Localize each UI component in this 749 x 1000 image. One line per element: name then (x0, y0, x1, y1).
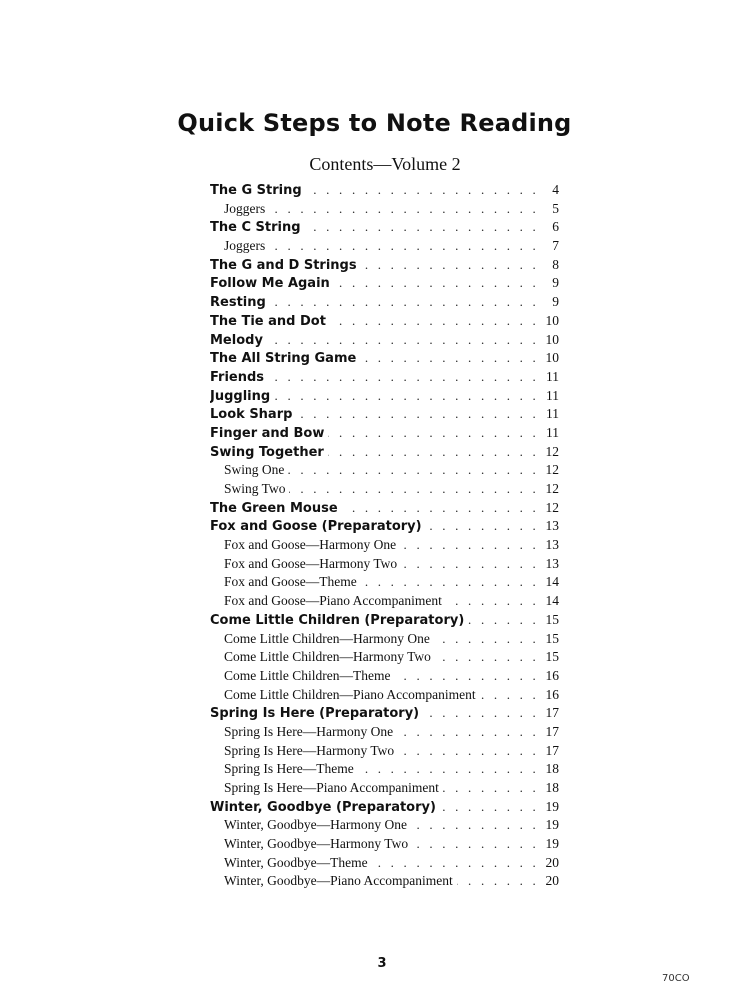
toc-entry-title: Follow Me Again (210, 275, 334, 293)
toc-entry-title: Joggers (224, 200, 269, 219)
toc-subentry (210, 779, 559, 798)
dot-leader (360, 349, 539, 368)
toc-entry-page: 9 (552, 294, 559, 310)
toc-entry-page: 10 (545, 312, 559, 328)
toc-subentry (210, 872, 559, 891)
toc-entry-title: Come Little Children—Piano Accompaniment (224, 686, 480, 705)
toc-entry-page: 15 (545, 611, 559, 627)
dot-leader (372, 854, 539, 873)
dot-leader (400, 536, 539, 555)
toc-entry-title: Winter, Goodbye—Harmony One (224, 816, 411, 835)
dot-leader (434, 630, 539, 649)
dot-leader (412, 835, 539, 854)
toc-entry (210, 312, 559, 331)
toc-subentry (210, 835, 559, 854)
toc-subentry (210, 854, 559, 873)
dot-leader (480, 686, 539, 705)
toc-entry (210, 443, 559, 462)
dot-leader (289, 480, 539, 499)
toc-entry-title: Come Little Children (Preparatory) (210, 612, 468, 630)
toc-entry (210, 181, 559, 200)
toc-entry-title: Spring Is Here—Piano Accompaniment (224, 779, 443, 798)
toc-entry-title: Winter, Goodbye—Harmony Two (224, 835, 412, 854)
toc-entry-page: 13 (545, 555, 559, 571)
toc-entry-page: 14 (545, 593, 559, 609)
toc-entry-page: 11 (546, 368, 559, 384)
toc-entry-page: 20 (545, 854, 559, 870)
dot-leader (394, 667, 539, 686)
dot-leader (288, 461, 539, 480)
toc-entry-page: 9 (552, 275, 559, 291)
toc-entry (210, 704, 559, 723)
toc-entry-page: 15 (545, 649, 559, 665)
dot-leader (328, 424, 539, 443)
toc-entry-page: 12 (545, 481, 559, 496)
toc-entry (210, 405, 559, 424)
dot-leader (361, 573, 539, 592)
toc-entry-title: Joggers (224, 237, 269, 256)
dot-leader (342, 499, 539, 518)
dot-leader (446, 592, 539, 611)
toc-subentry (210, 760, 559, 779)
dot-leader (411, 816, 539, 835)
dot-leader (267, 331, 539, 350)
toc-entry-page: 6 (552, 219, 559, 235)
toc-subentry (210, 723, 559, 742)
toc-entry (210, 274, 559, 293)
dot-leader (334, 274, 539, 293)
toc-entry-page: 20 (545, 873, 559, 889)
toc-entry-title: Juggling (210, 388, 274, 406)
dot-leader (443, 779, 539, 798)
toc-entry (210, 256, 559, 275)
toc-entry-title: The Green Mouse (210, 500, 342, 518)
toc-entry-title: Fox and Goose—Harmony Two (224, 555, 401, 574)
toc-entry-page: 18 (545, 780, 559, 795)
toc-entry-title: Finger and Bow (210, 425, 328, 443)
toc-entry-page: 15 (545, 630, 559, 646)
toc-subentry (210, 742, 559, 761)
toc-subentry (210, 480, 559, 499)
toc-entry-page: 16 (545, 686, 559, 702)
dot-leader (305, 218, 539, 237)
toc-entry-title: The All String Game (210, 350, 360, 368)
page-number: 3 (377, 956, 387, 971)
toc-entry-page: 10 (545, 350, 559, 366)
toc-entry-page: 19 (545, 817, 559, 833)
toc-entry-title: Spring Is Here—Theme (224, 760, 358, 779)
toc-entry-page: 11 (546, 387, 559, 403)
catalog-code: 70CO (662, 973, 690, 984)
toc-subentry (210, 667, 559, 686)
dot-leader (401, 555, 539, 574)
toc-entry-page: 19 (545, 798, 559, 814)
toc-subentry (210, 461, 559, 480)
dot-leader (268, 368, 539, 387)
toc-entry-title: The G String (210, 182, 306, 200)
toc-entry-title: The C String (210, 219, 305, 237)
toc-entry-title: Swing Together (210, 444, 328, 462)
dot-leader (330, 312, 539, 331)
toc-entry-page: 17 (545, 742, 559, 758)
dot-leader (435, 648, 539, 667)
dot-leader (397, 723, 539, 742)
contents-heading: Contents—Volume 2 (309, 154, 461, 174)
toc-subentry (210, 648, 559, 667)
toc-entry-title: The G and D Strings (210, 257, 361, 275)
toc-entry-page: 19 (545, 836, 559, 852)
toc-entry (210, 798, 559, 817)
toc-entry-title: Winter, Goodbye (Preparatory) (210, 799, 440, 817)
dot-leader (440, 798, 539, 817)
dot-leader (328, 443, 539, 462)
toc-entry-title: Melody (210, 332, 267, 350)
dot-leader (361, 256, 539, 275)
toc-entry (210, 218, 559, 237)
dot-leader (269, 237, 539, 256)
toc-entry-title: Come Little Children—Harmony One (224, 630, 434, 649)
dot-leader (270, 293, 539, 312)
toc-entry-page: 12 (545, 443, 559, 459)
dot-leader (269, 200, 539, 219)
toc-entry-title: Look Sharp (210, 406, 296, 424)
toc-entry-page: 7 (552, 238, 559, 254)
toc-entry-page: 5 (552, 200, 559, 216)
dot-leader (423, 704, 539, 723)
toc-entry (210, 611, 559, 630)
toc-entry-title: Fox and Goose—Harmony One (224, 536, 400, 555)
toc-subentry (210, 237, 559, 256)
dot-leader (358, 760, 539, 779)
toc-subentry (210, 816, 559, 835)
toc-entry-page: 11 (546, 406, 559, 422)
toc-entry-page: 13 (545, 518, 559, 534)
dot-leader (306, 181, 539, 200)
toc-entry-page: 13 (545, 537, 559, 553)
toc-entry (210, 331, 559, 350)
toc-entry (210, 387, 559, 406)
toc-entry-page: 8 (552, 256, 559, 272)
page-title: Quick Steps to Note Reading (177, 109, 572, 138)
toc-entry (210, 293, 559, 312)
toc-entry-page: 14 (545, 574, 559, 590)
toc-entry-page: 17 (545, 705, 559, 721)
toc-entry-title: Swing One (224, 461, 288, 480)
toc-subentry (210, 573, 559, 592)
toc-entry (210, 517, 559, 536)
toc-subentry (210, 536, 559, 555)
toc-entry-title: Spring Is Here—Harmony One (224, 723, 397, 742)
toc-subentry (210, 555, 559, 574)
dot-leader (468, 611, 539, 630)
toc-entry-page: 17 (545, 723, 559, 739)
toc-entry-title: Fox and Goose (Preparatory) (210, 518, 426, 536)
toc-subentry (210, 200, 559, 219)
toc-entry-title: Winter, Goodbye—Piano Accompaniment (224, 872, 457, 891)
toc-entry-title: Fox and Goose—Piano Accompaniment (224, 592, 446, 611)
dot-leader (274, 387, 539, 406)
toc-entry-title: Spring Is Here (Preparatory) (210, 705, 423, 723)
toc-entry-page: 4 (552, 182, 559, 197)
toc-entry-title: Resting (210, 294, 270, 312)
toc-entry-title: Spring Is Here—Harmony Two (224, 742, 398, 761)
toc-entry-page: 12 (545, 499, 559, 515)
toc-subentry (210, 630, 559, 649)
toc-entry-page: 16 (545, 667, 559, 683)
toc-entry-title: Swing Two (224, 480, 289, 499)
dot-leader (457, 872, 539, 891)
toc-entry-page: 12 (545, 462, 559, 478)
toc-entry-title: The Tie and Dot (210, 313, 330, 331)
table-of-contents (210, 181, 559, 891)
toc-entry-title: Winter, Goodbye—Theme (224, 854, 372, 873)
toc-entry-title: Friends (210, 369, 268, 387)
toc-entry-page: 10 (545, 331, 559, 347)
dot-leader (296, 405, 539, 424)
toc-entry-page: 11 (546, 424, 559, 440)
toc-entry (210, 499, 559, 518)
toc-subentry (210, 686, 559, 705)
dot-leader (398, 742, 539, 761)
toc-entry-title: Fox and Goose—Theme (224, 573, 361, 592)
toc-entry (210, 424, 559, 443)
toc-entry-title: Come Little Children—Theme (224, 667, 394, 686)
toc-subentry (210, 592, 559, 611)
toc-entry (210, 368, 559, 387)
toc-entry-page: 18 (545, 761, 559, 777)
toc-entry (210, 349, 559, 368)
toc-entry-title: Come Little Children—Harmony Two (224, 648, 435, 667)
dot-leader (426, 517, 539, 536)
